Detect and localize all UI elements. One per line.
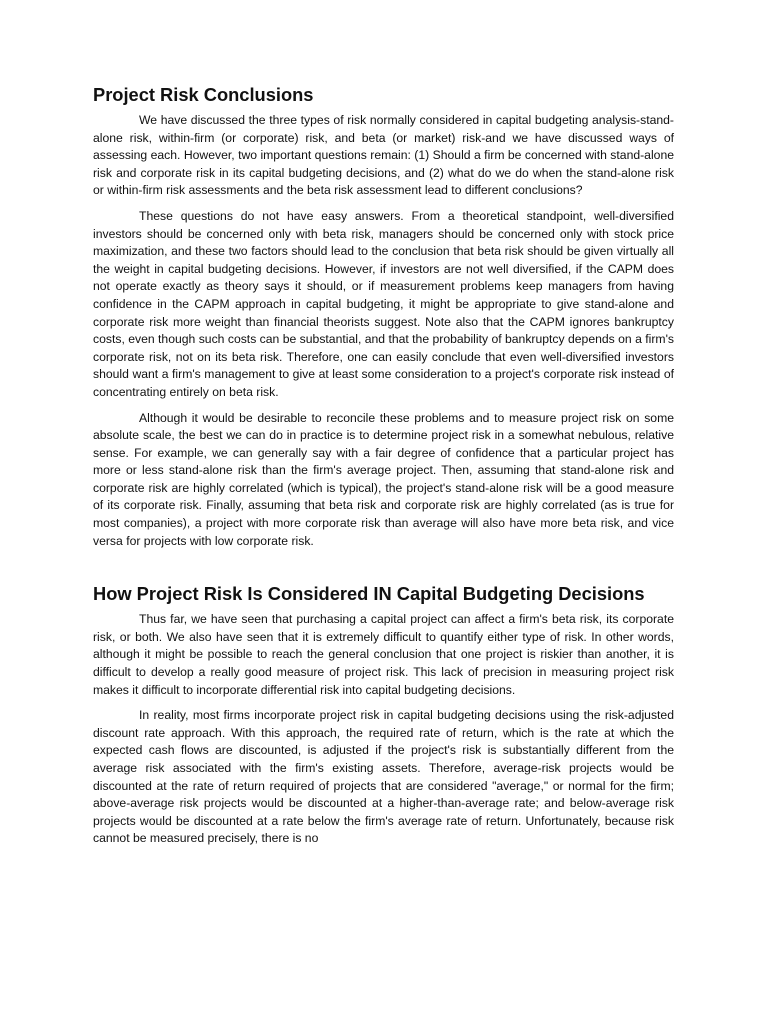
paragraph: Thus far, we have seen that purchasing a capital project can affect a firm's beta risk, its corporate risk, or both. We also have seen that it is extremely difficult to quantify either type of risk. In other words, although it might be possible to reach the general conclusion that one project is riskier than another, it is difficult to develop a really good measure of project risk. This lack of precision in measuring project risk makes it difficult to incorporate differential risk into capital budgeting decisions. bbox=[93, 612, 674, 697]
section-spacer bbox=[93, 558, 674, 585]
section-capital-budgeting-decisions bbox=[93, 585, 674, 848]
document-page bbox=[93, 86, 674, 856]
paragraph: In reality, most firms incorporate project risk in capital budgeting decisions using the risk-adjusted discount rate approach. With this approach, the required rate of return, which is the rate at which the expected cash flows are discounted, is adjusted if the project's risk is substantially different from the average risk associated with the firm's existing assets. Therefore, average-risk projects would be discounted at the rate of return required of projects that are considered "average," or normal for the firm; above-average risk projects would be discounted at a higher-than-average rate; and below-average risk projects would be discounted at a rate below the firm's average rate of return. Unfortunately, because risk cannot be measured precisely, there is no bbox=[93, 708, 674, 846]
section-heading: How Project Risk Is Considered IN Capital Budgeting Decisions bbox=[93, 583, 645, 605]
section-project-risk-conclusions bbox=[93, 86, 674, 550]
section-heading: Project Risk Conclusions bbox=[93, 84, 314, 105]
paragraph: We have discussed the three types of risk normally considered in capital budgeting analysis-stand-alone risk, within-firm (or corporate) risk, and beta (or market) risk-and we have discussed ways of assessing each. However, two important questions remain: (1) Should a firm be concerned with stand-alone risk and corporate risk in its capital budgeting decisions, and (2) what do we do when the stand-alone risk or within-firm risk assessments and the beta risk assessment lead to different conclusions? bbox=[93, 113, 674, 198]
paragraph: These questions do not have easy answers. From a theoretical standpoint, well-diversified investors should be concerned only with beta risk, managers should be concerned only with stock price maximization, and these two factors should lead to the conclusion that beta risk should be given virtually all the weight in capital budgeting decisions. However, if investors are not well diversified, if the CAPM does not operate exactly as theory says it should, or if measurement problems keep managers from having confidence in the CAPM approach in capital budgeting, it might be appropriate to give stand-alone and corporate risk more weight than financial theorists suggest. Note also that the CAPM ignores bankruptcy costs, even though such costs can be substantial, and that the probability of bankruptcy depends on a firm's corporate risk, not on its beta risk. Therefore, one can easily conclude that even well-diversified investors should want a firm's management to give at least some consideration to a project's corporate risk instead of concentrating entirely on beta risk. bbox=[93, 208, 674, 399]
paragraph: Although it would be desirable to reconcile these problems and to measure project risk on some absolute scale, the best we can do in practice is to determine project risk in a somewhat nebulous, relative sense. For example, we can generally say with a fair degree of confidence that a particular project has more or less stand-alone risk than the firm's average project. Then, assuming that stand-alone risk and corporate risk are highly correlated (which is typical), the project's stand-alone risk will be a good measure of its corporate risk. Finally, assuming that beta risk and corporate risk are highly correlated (as is true for most companies), a project with more corporate risk than average will also have more beta risk, and vice versa for projects with low corporate risk. bbox=[93, 410, 674, 548]
